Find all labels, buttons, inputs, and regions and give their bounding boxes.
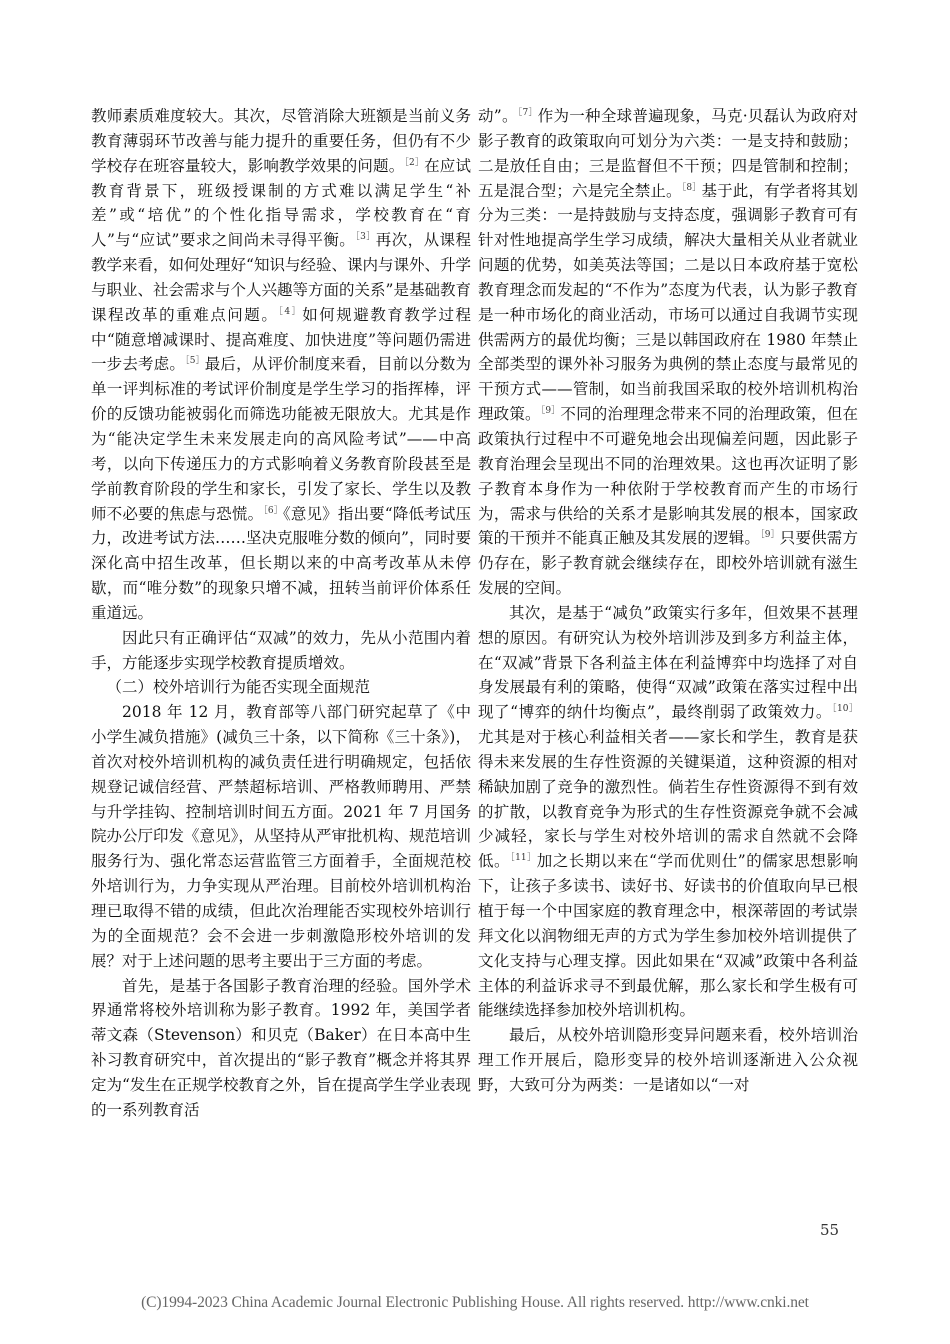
paragraph bbox=[91, 626, 471, 676]
text-segment: 因此只有正确评估“双减”的效力，先从小范围内着手，方能逐步实现学校教育提质增效。 bbox=[91, 628, 471, 672]
left-text-column bbox=[91, 104, 471, 1123]
page-number: 55 bbox=[820, 1221, 840, 1239]
citation-marker: ［6］ bbox=[263, 505, 283, 516]
text-segment: 《意见》指出要“降低考试压力，改进考试方法……坚决克服唯分数的倾向”，同时要深化高中招生改革，但长期以来的中高考改革从未停歇，而“唯分数”的现象只增不减，扭转当前评价体系任重道远。 bbox=[91, 504, 471, 622]
text-segment: 只要供需方仍存在，影子教育就会继续存在，即校外培训就有滋生发展的空间。 bbox=[478, 529, 858, 598]
citation-marker: ［11］ bbox=[510, 853, 537, 864]
text-segment: 再次，从课程教学来看，如何处理好“知识与经验、课内与课外、升学与职业、社会需求与个人兴趣等方面的关系”是基础教育课程改革的重难点问题。 bbox=[91, 231, 471, 324]
text-segment: 最后，从校外培训隐形变异问题来看，校外培训治理工作开展后，隐形变异的校外培训逐渐进入公众视野，大致可分为两类：一是诸如以“一对 bbox=[478, 1026, 858, 1094]
paragraph bbox=[91, 974, 471, 1123]
text-segment: 作为一种全球普遍现象，马克·贝磊认为政府对影子教育的政策取向可划分为六类：一是支持和鼓励；二是放任自由；三是监督但不干预；四是管制和控制；五是混合型；六是完全禁止。 bbox=[478, 107, 858, 200]
citation-marker: ［8］ bbox=[681, 182, 702, 193]
text-segment: 首先，是基于各国影子教育治理的经验。国外学术界通常将校外培训称为影子教育。1992 年，美国学者蒂文森（Stevenson）和贝克（Baker）在日本高中生补习教育研究中，首次提出的“影子教育”概念并将其界定为“发生在正规学校教育之外，旨在提高学生学业表现的一系列教育活 bbox=[91, 976, 471, 1119]
paragraph bbox=[478, 104, 858, 601]
text-segment: 在应试教育背景下，班级授课制的方式难以满足学生“补差”或“培优”的个性化指导需求，学校教育在“育人”与“应试”要求之间尚未寻得平衡。 bbox=[91, 156, 471, 250]
citation-marker: ［9］ bbox=[540, 406, 561, 417]
paragraph bbox=[91, 104, 471, 626]
text-segment: 基于此，有学者将其划分为三类：一是持鼓励与支持态度，强调影子教育可有针对性地提高学生学习成绩，解决大量相关从业者就业问题的优势，如美英法等国；二是以日本政府基于宽松教育理念而发起的“不作为”态度为代表，认为影子教育是一种市场化的商业活动，市场可以通过自我调节实现供需两方的最优均衡；三是以韩国政府在 1980 年禁止全部类型的课外补习服务为典例的禁止态度与最常见的干预方式——管制，如当前我国采取的校外培训机构治理政策。 bbox=[478, 181, 858, 424]
text-segment: 动”。 bbox=[478, 107, 518, 125]
citation-marker: ［4］ bbox=[278, 306, 303, 317]
paragraph bbox=[478, 1023, 858, 1098]
paragraph bbox=[91, 700, 471, 973]
right-text-column bbox=[478, 104, 858, 1098]
text-segment: 加之长期以来在“学而优则仕”的儒家思想影响下，让孩子多读书、读好书、好读书的价值取向早已根植于每一个中国家庭的教育理念中，根深蒂固的考试崇拜文化以润物细无声的方式为学生参加校外培训提供了文化支持与心理支撑。因此如果在“双减”政策中各利益主体的利益诉求寻不到最优解，那么家长和学生极有可能继续选择参加校外培训机构。 bbox=[478, 852, 858, 1020]
text-segment: 其次，是基于“减负”政策实行多年，但效果不甚理想的原因。有研究认为校外培训涉及到多方利益主体，在“双减”背景下各利益主体在利益博弈中均选择了对自身发展最有利的策略，使得“双减”政策在落实过程中出现了“博弈的纳什均衡点”，最终削弱了政策效力。 bbox=[478, 603, 858, 722]
text-segment: 如何规避教育教学过程中“随意增减课时、提高难度、加快进度”等问题仍需进一步去考虑。 bbox=[91, 305, 471, 374]
citation-marker: ［5］ bbox=[185, 356, 205, 367]
section-heading bbox=[91, 675, 471, 700]
paragraph bbox=[478, 601, 858, 1023]
citation-marker: ［3］ bbox=[355, 232, 376, 243]
text-segment: 最后，从评价制度来看，目前以分数为单一评判标准的考试评价制度是学生学习的指挥棒，评价的反馈功能被弱化而筛选功能被无限放大。尤其是作为“能决定学生未来发展走向的高风险考试”——中高考，以向下传递压力的方式影响着义务教育阶段甚至是学前教育阶段的学生和家长，引发了家长、学生以及教师不必要的焦虑与恐慌。 bbox=[91, 355, 471, 523]
copyright-footer: (C)1994-2023 China Academic Journal Electronic Publishing House. All rights reserved. http://www.cnki.net bbox=[141, 1294, 809, 1311]
citation-marker: ［9］ bbox=[760, 530, 780, 541]
citation-marker: ［2］ bbox=[404, 157, 425, 168]
text-segment: 教师素质难度较大。其次，尽管消除大班额是当前义务教育薄弱环节改善与能力提升的重要任务，但仍有不少学校存在班容量较大，影响教学效果的问题。 bbox=[91, 107, 471, 175]
citation-marker: ［7］ bbox=[517, 108, 538, 118]
text-segment: （二）校外培训行为能否实现全面规范 bbox=[106, 678, 371, 697]
text-segment: 尤其是对于核心利益相关者——家长和学生，教育是获得未来发展的生存性资源的关键渠道，这种资源的相对稀缺加剧了竞争的激烈性。倘若生存性资源得不到有效的扩散，以教育竞争为形式的生存性资源竞争就不会减少减轻，家长与学生对校外培训的需求自然就不会降低。 bbox=[478, 728, 858, 871]
text-segment: 2018 年 12 月，教育部等八部门研究起草了《中小学生减负措施》(减负三十条，以下简称《三十条》)，首次对校外培训机构的减负责任进行明确规定，包括依规登记诚信经营、严禁超标培训、严格教师聘用、严禁与升学挂钩、控制培训时间五方面。2021 年 7 月国务院办公厅印发《意见》，从坚持从严审批机构、规范培训服务行为、强化常态运营监管三方面着手，全面规范校外培训行为，力争实现从严治理。目前校外培训机构治理已取得不错的成绩，但此次治理能否实现校外培训行为的全面规范？会不会进一步刺激隐形校外培训的发展？对于上述问题的思考主要出于三方面的考虑。 bbox=[91, 703, 471, 970]
text-segment: 不同的治理理念带来不同的治理政策，但在政策执行过程中不可避免地会出现偏差问题，因此影子教育治理会呈现出不同的治理效果。这也再次证明了影子教育本身作为一种依附于学校教育而产生的市场行为，需求与供给的关系才是影响其发展的根本，国家政策的干预并不能真正触及其发展的逻辑。 bbox=[478, 405, 858, 548]
citation-marker: ［10］ bbox=[831, 704, 859, 715]
